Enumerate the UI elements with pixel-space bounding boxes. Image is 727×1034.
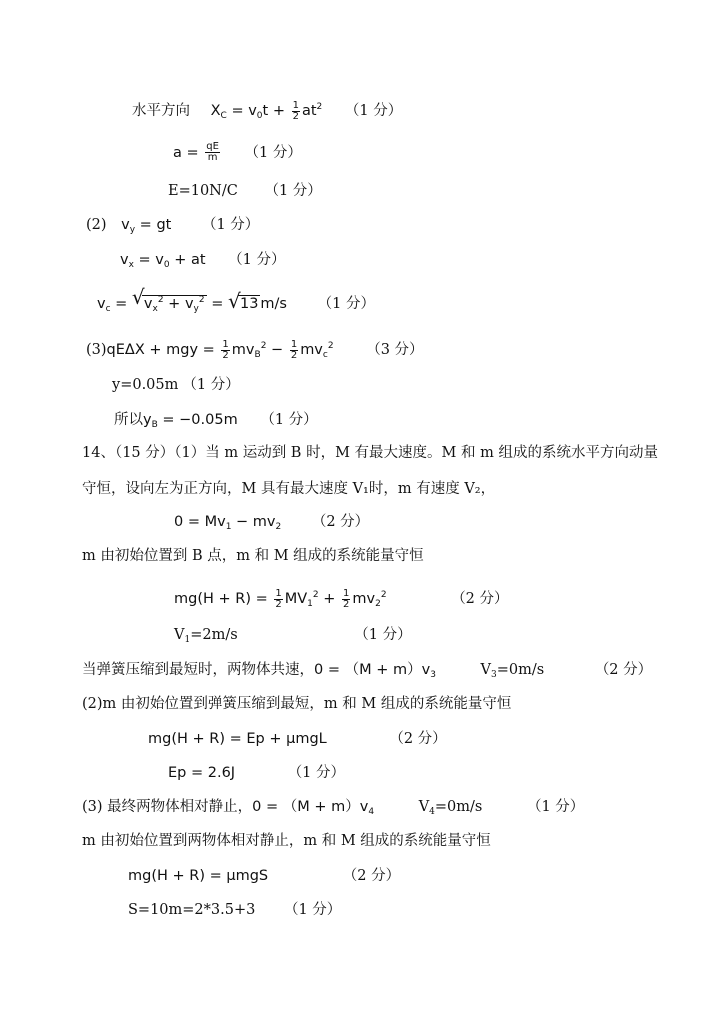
frac-denominator: 2 <box>222 349 229 361</box>
y-value-line <box>112 375 240 395</box>
v1-value-line <box>174 625 412 650</box>
paragraph-text: 当弹簧压缩到最短时，两物体共速， <box>82 662 314 678</box>
horizontal-direction-line <box>132 97 402 126</box>
equation: $v_x = v_0$ + at <box>120 252 206 270</box>
vx-line <box>120 250 286 275</box>
equation: $0 = (M + m)v_3$ <box>314 662 436 680</box>
value: $V_3=0m/s$ <box>480 662 545 680</box>
score-label: （1 分） <box>260 412 318 428</box>
ep-value-line <box>168 763 345 783</box>
line-label: 所以 <box>114 412 143 428</box>
energy-equation-line-2 <box>148 729 447 749</box>
energy-equation-line-1 <box>174 585 509 614</box>
equation: mg(H + R) = $\frac{1}{2}$ $MV_1^2$ + $\frac{1}{2}$ $mv_2^2$ <box>174 587 387 610</box>
score-label: （2 分） <box>594 662 653 678</box>
yb-line <box>114 410 318 435</box>
equation: a = $\frac{qE}{m}$ <box>173 141 219 163</box>
score-label: （1 分） <box>283 902 342 918</box>
score-label: （2 分） <box>342 868 401 884</box>
frac-numerator: 1 <box>275 587 282 599</box>
s-value-line <box>128 900 341 920</box>
equation: $y_B = -0.05m$ <box>143 412 238 430</box>
frac-denominator: 2 <box>292 110 299 122</box>
equation: mg(H + R) = μmgS <box>128 868 269 884</box>
equation: $0 = Mv_1 - mv_2$ <box>174 514 282 532</box>
frac-numerator: 1 <box>292 99 299 111</box>
equation: Ep = 2.6J <box>168 765 236 781</box>
score-label: （2 分） <box>451 591 509 607</box>
frac-denominator: 2 <box>290 349 298 361</box>
frac-numerator: 1 <box>343 587 350 599</box>
part3-energy-line <box>86 336 424 365</box>
q14-intro-line-2 <box>82 479 495 499</box>
score-label: （1 分） <box>526 799 585 815</box>
frac-denominator: 2 <box>275 598 282 610</box>
energy-statement-line-2 <box>82 694 511 714</box>
paragraph-text: m 由初始位置到 B 点，m 和 M 组成的系统能量守恒 <box>82 548 424 564</box>
energy-statement-line-3 <box>82 831 491 851</box>
value: =0m/s <box>434 799 483 815</box>
equation: S=10m=2*3.5+3 <box>128 902 256 918</box>
score-label: （1 分） <box>244 144 302 161</box>
paragraph-text: 14、（15 分）（1）当 m 运动到 B 时，M 有最大速度。M 和 m 组成的系统水平方向动量 <box>82 445 658 461</box>
equation: $v_y$ = gt <box>121 217 172 235</box>
paragraph-text: (3) 最终两物体相对静止， <box>82 799 253 815</box>
part-label: (3) <box>86 342 107 358</box>
equation: $V_1=2m/s$ <box>174 627 238 645</box>
part2-vy-line <box>86 215 259 240</box>
equation: qEΔX + mgy = $\frac{1}{2}$ $mv_B^2$ − $\frac{1}{2}$ $mv_c^2$ <box>106 338 334 361</box>
equation: $v_c$ = √ $v_x^2 + v_y^2$ = √ 13 m/s <box>97 285 287 314</box>
score-label: （2 分） <box>311 514 370 530</box>
vc-line <box>97 285 375 319</box>
line-label: 水平方向 <box>132 103 190 119</box>
value: =0m/s <box>496 662 545 678</box>
part-label: (2) <box>86 217 107 233</box>
field-strength-line <box>168 181 322 201</box>
frac-denominator: 2 <box>343 598 350 610</box>
paragraph-text: 守恒，设向左为正方向，M 具有最大速度 V₁时，m 有速度 V₂， <box>82 481 496 497</box>
energy-equation-line-3 <box>128 866 400 886</box>
value: =2m/s <box>190 627 238 643</box>
score-label: （1 分） <box>228 252 286 268</box>
equation: mg(H + R) = Ep + μmgL <box>148 731 327 747</box>
score-label: （1 分） <box>182 377 240 393</box>
score-label: （1 分） <box>317 296 375 312</box>
equation: $X_C = v_0t$ + $\frac{1}{2}$ $at^2$ <box>210 99 323 122</box>
equation: E=10N/C <box>168 183 238 199</box>
paragraph-text: (2)m 由初始位置到弹簧压缩到最短，m 和 M 组成的系统能量守恒 <box>82 696 512 712</box>
score-label: （1 分） <box>287 765 346 781</box>
score-label: （1 分） <box>354 627 412 643</box>
equation: y=0.05m <box>112 377 179 393</box>
paragraph-text: m 由初始位置到两物体相对静止，m 和 M 组成的系统能量守恒 <box>82 833 491 849</box>
frac-denominator: m <box>207 152 218 163</box>
equation: $0 = (M + m)v_4$ <box>252 799 375 817</box>
score-label: （2 分） <box>389 731 447 747</box>
common-velocity-line <box>82 660 652 685</box>
score-label: （3 分） <box>366 342 424 358</box>
acceleration-line <box>173 142 302 163</box>
score-label: （1 分） <box>264 183 322 199</box>
q14-intro-line-1 <box>82 443 658 463</box>
score-label: （1 分） <box>344 103 403 119</box>
energy-statement-line-1 <box>82 546 424 566</box>
frac-numerator: 1 <box>290 338 298 350</box>
score-label: （1 分） <box>201 217 260 233</box>
final-rest-line <box>82 797 584 822</box>
frac-numerator: 1 <box>222 338 229 350</box>
value: $V_4=0m/s$ <box>418 799 483 817</box>
frac-numerator: qE <box>206 141 219 152</box>
momentum-equation-line <box>174 512 369 537</box>
